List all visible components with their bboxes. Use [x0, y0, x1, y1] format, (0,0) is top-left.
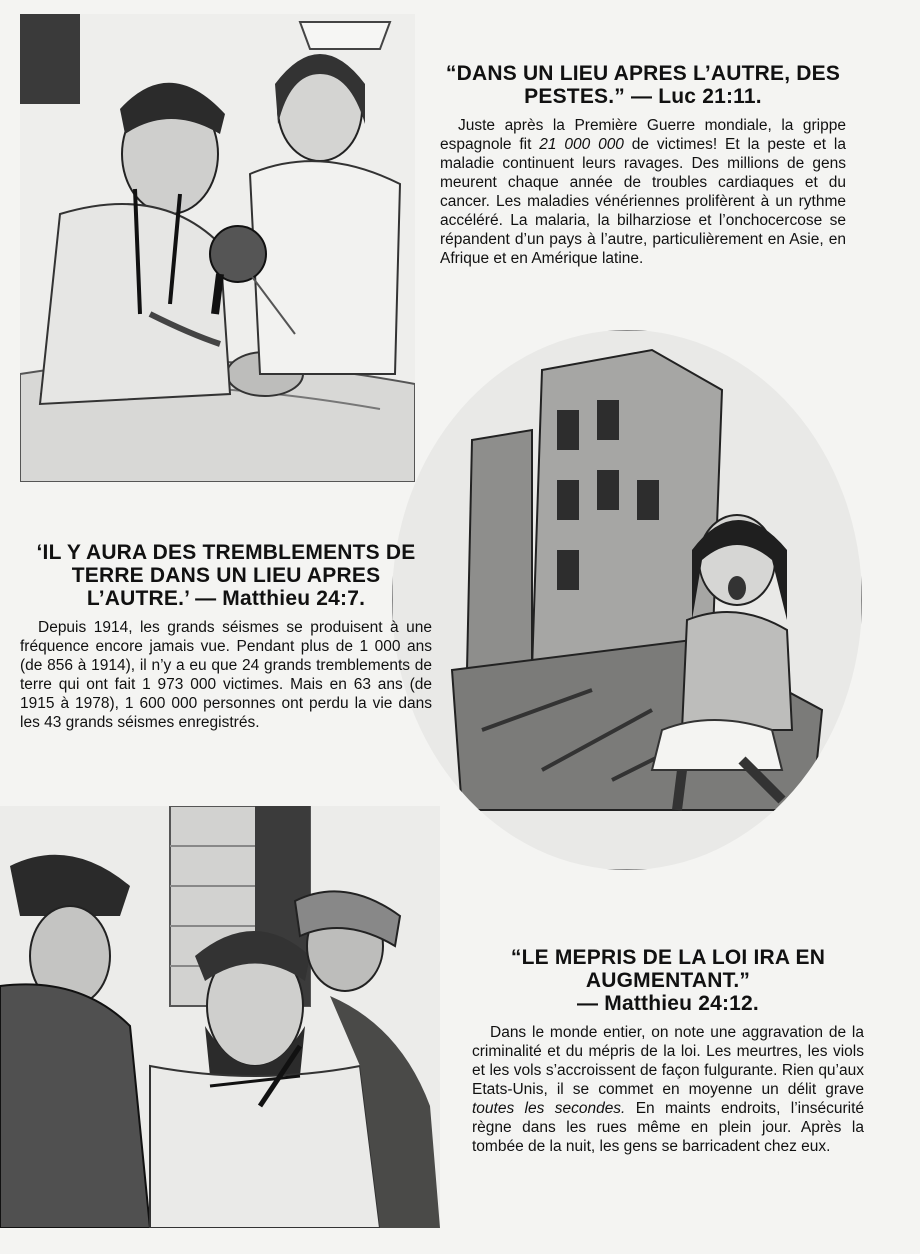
body-emphasis: toutes les secondes. — [472, 1100, 626, 1117]
section-tremblements-heading — [20, 541, 432, 610]
section-mepris-body — [472, 1023, 864, 1156]
section-mepris-heading — [472, 946, 864, 1015]
section-mepris — [472, 946, 864, 1156]
crime-illustration — [0, 806, 440, 1228]
section-pestes-body — [440, 116, 846, 268]
section-tremblements-reference: — Matthieu 24:7. — [195, 587, 366, 610]
doctor-nurse-drawing — [20, 14, 415, 482]
section-pestes-reference: — Luc 21:11. — [631, 85, 762, 108]
section-tremblements-body: Depuis 1914, les grands séismes se produisent à une fréquence encore jamais vue. Pendant plus de 1 000 ans (de 856 à 1914), il n’y a eu que 24 grands tremblements de terre qui ont fait 1 973 000 victimes. Mais en 63 ans (de 1915 à 1978), 1 600 000 personnes ont perdu la vie dans les 43 grands séismes enregistrés. — [20, 619, 432, 731]
section-pestes — [440, 62, 846, 268]
body-text: de victimes! Et la peste et la maladie continuent leurs ravages. Des millions de gens meurent chaque année de troubles cardiaques et du cancer. Les maladies vénériennes prolifèrent à un rythme accéléré. La malaria, la bilharziose et l’onchocercose se répandent d’un pays à l’autre, particulièrement en Asie, en Afrique et en Amérique latine. — [440, 136, 846, 267]
section-mepris-reference: — Matthieu 24:12. — [577, 992, 759, 1015]
section-pestes-heading — [440, 62, 846, 108]
section-pestes-quote: “DANS UN LIEU APRES L’AUTRE, DES PESTES.” — [445, 62, 841, 108]
section-mepris-quote: “LE MEPRIS DE LA LOI IRA EN AUGMENTANT.” — [510, 946, 826, 992]
earthquake-drawing — [392, 330, 862, 870]
section-tremblements — [20, 541, 432, 732]
doctor-nurse-illustration — [20, 14, 415, 482]
section-tremblements-quote: ‘IL Y AURA DES TREMBLEMENTS DE TERRE DANS UN LIEU APRES L’AUTRE.’ — [36, 541, 416, 610]
body-text: Dans le monde entier, on note une aggravation de la criminalité et du mépris de la loi. Les meurtres, les viols et les vols s’accroissent de façon fulgurante. Rien qu’aux Etats-Unis, il se commet en moyenne un délit grave — [472, 1024, 864, 1098]
earthquake-illustration — [392, 330, 862, 870]
body-emphasis: 21 000 000 — [539, 136, 624, 153]
crime-drawing — [0, 806, 440, 1228]
body-text: Juste après la Première Guerre mondiale, la grippe espagnole fit — [440, 117, 846, 153]
body-text: En maints endroits, l’insécurité règne dans les rues même en plein jour. Après la tombée de la nuit, les gens se barricadent chez eux. — [472, 1100, 864, 1155]
